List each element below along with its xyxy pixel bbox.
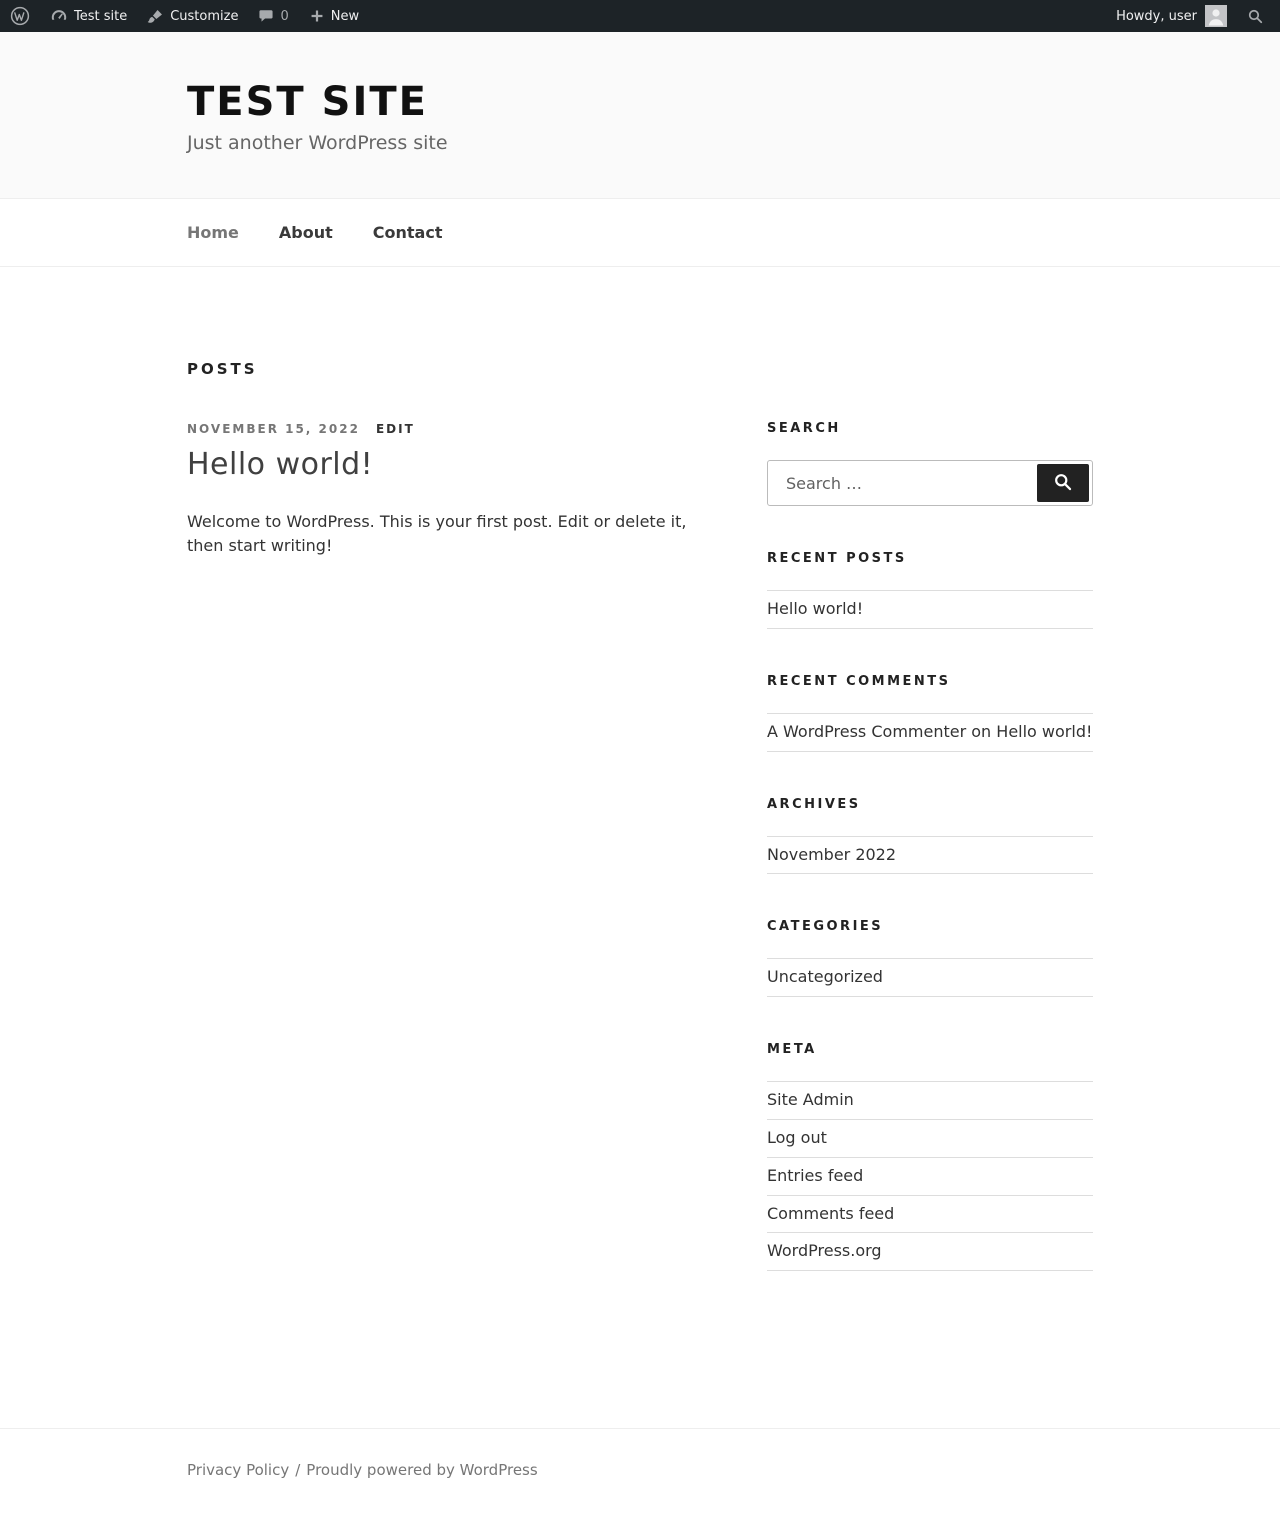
post-date-link[interactable]: NOVEMBER 15, 2022 [187,422,360,436]
list-item [767,1196,1093,1234]
admin-bar-search-button[interactable] [1237,8,1274,25]
categories-list [767,958,1093,997]
search-icon [1247,8,1264,25]
list-item [767,591,1093,629]
search-input[interactable] [768,461,1030,505]
post-body: Welcome to WordPress. This is your first post. Edit or delete it, then start writing! [187,511,687,556]
site-content [0,267,1280,1316]
post-article [187,422,712,559]
search-widget [767,421,1093,506]
search-submit-button[interactable] [1037,464,1089,502]
list-item [767,837,1093,875]
site-title [187,78,1093,126]
site-title-link[interactable]: TEST SITE [187,79,428,125]
post-title [187,446,712,484]
recent-comments-title: RECENT COMMENTS [767,673,951,689]
search-widget-title: SEARCH [767,421,841,436]
recent-comments-list [767,713,1093,752]
recent-posts-title: RECENT POSTS [767,551,907,566]
comment-author-link[interactable]: A WordPress Commenter [767,721,967,741]
plus-icon [309,8,325,24]
list-item [767,959,1093,997]
log-out-link[interactable]: Log out [767,1127,827,1147]
meta-widget [767,1042,1093,1271]
comment-connector: on [966,721,997,741]
comment-count: 0 [280,8,289,24]
customize-label: Customize [170,8,239,24]
page-title: POSTS [187,360,258,378]
search-submit-icon [1052,471,1074,496]
entries-feed-link[interactable]: Entries feed [767,1165,864,1185]
nav-item-home[interactable]: Home [187,223,239,242]
footer-separator: / [295,1461,301,1480]
admin-bar-site-name[interactable] [40,0,137,32]
avatar [1205,5,1227,27]
meta-list [767,1081,1093,1271]
new-label: New [330,8,360,24]
comments-bubble-icon [258,8,274,24]
nav-item-contact[interactable]: Contact [372,223,443,242]
wordpress-org-link[interactable]: WordPress.org [767,1241,882,1261]
wordpress-menu-button[interactable] [0,0,40,32]
list-item [767,714,1093,752]
categories-title: CATEGORIES [767,919,884,935]
comments-feed-link[interactable]: Comments feed [767,1203,895,1223]
privacy-policy-link[interactable]: Privacy Policy [187,1461,290,1480]
search-form [767,460,1093,506]
sidebar [767,360,1093,1316]
archive-link[interactable]: November 2022 [767,844,897,864]
wordpress-logo-icon [10,6,30,26]
customize-button[interactable] [137,0,248,32]
recent-posts-widget [767,551,1093,629]
comment-post-link[interactable]: Hello world! [996,721,1093,741]
howdy-label: Howdy, user [1116,8,1197,24]
meta-title: META [767,1042,817,1058]
site-footer [0,1428,1280,1521]
list-item [767,1233,1093,1271]
category-link[interactable]: Uncategorized [767,967,883,987]
admin-bar [0,0,1280,32]
comments-button[interactable] [248,0,298,32]
powered-by-link[interactable]: Proudly powered by WordPress [306,1461,538,1480]
nav-item-about[interactable]: About [278,223,333,242]
dashboard-icon [50,7,68,25]
categories-widget [767,919,1093,997]
customize-brush-icon [147,8,164,25]
list-item [767,1158,1093,1196]
new-content-button[interactable] [299,0,369,32]
site-header [0,32,1280,198]
admin-bar-right [1106,0,1280,32]
post-edit-link[interactable]: EDIT [375,422,415,436]
post-meta [187,422,712,436]
posts-column [187,360,712,1316]
my-account-button[interactable] [1106,5,1237,27]
archives-widget [767,797,1093,875]
post-title-link[interactable]: Hello world! [187,447,374,482]
recent-posts-list [767,590,1093,629]
site-admin-link[interactable]: Site Admin [767,1090,854,1110]
list-item [767,1082,1093,1120]
archives-list [767,836,1093,875]
admin-bar-site-name-label: Test site [74,8,128,24]
recent-comments-widget [767,674,1093,752]
archives-title: ARCHIVES [767,796,861,812]
site-tagline: Just another WordPress site [187,132,448,154]
recent-post-link[interactable]: Hello world! [767,599,864,618]
admin-bar-left [0,0,369,32]
main-nav [0,198,1280,267]
list-item [767,1120,1093,1158]
